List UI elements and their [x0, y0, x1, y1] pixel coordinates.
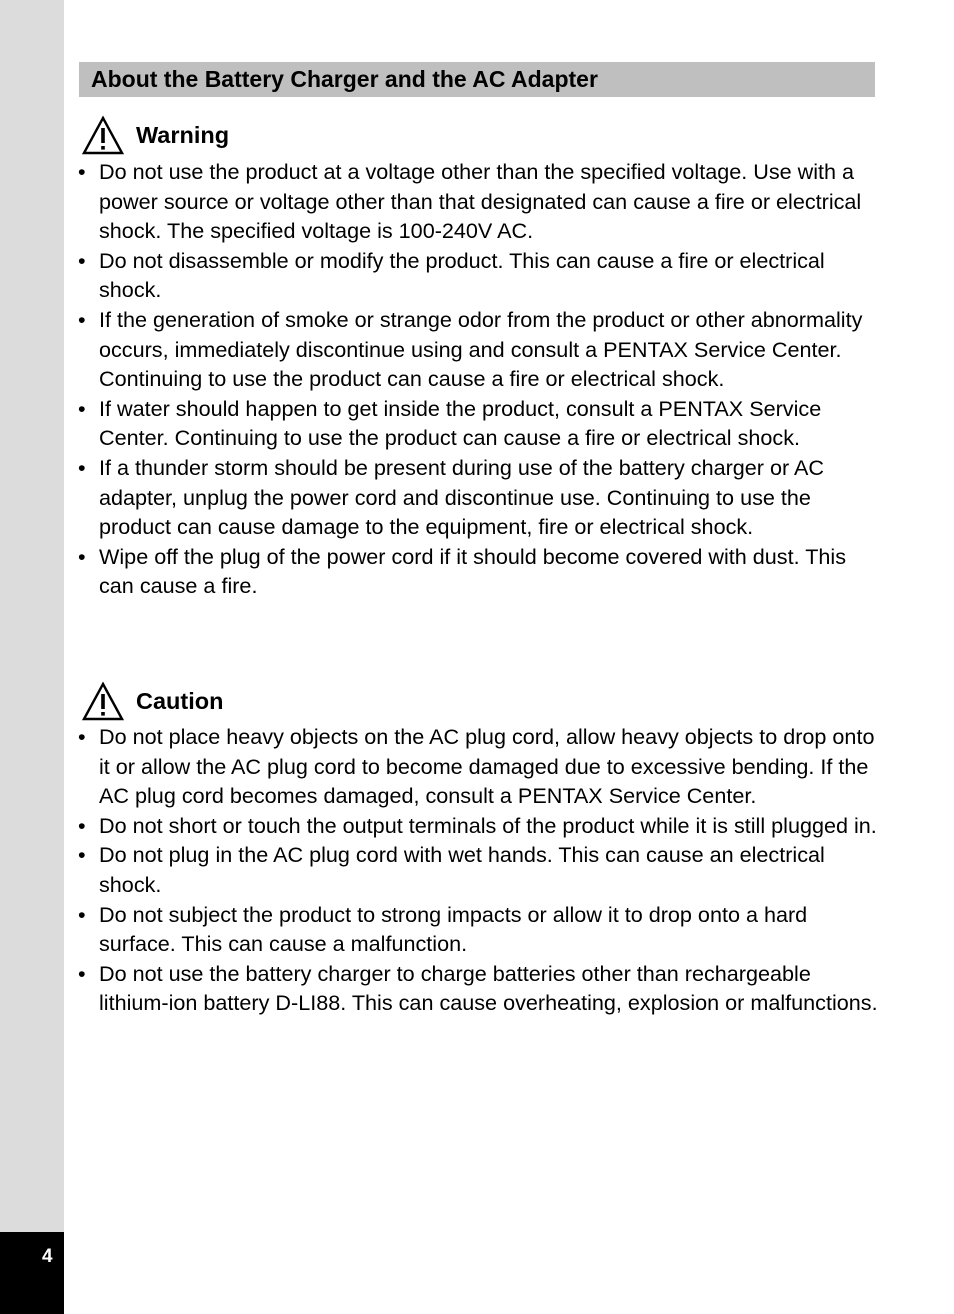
list-item: • If water should happen to get inside the product, consult a PENTAX Service Center. Continuing to use the product can cause a fire or electrical shock. [78, 395, 822, 451]
list-item: • Do not disassemble or modify the product. This can cause a fire or electrical shock. [78, 247, 825, 303]
list-item: • Wipe off the plug of the power cord if it should become covered with dust. This can cause a fire. [78, 543, 846, 599]
page-number-tab [0, 1232, 64, 1314]
caution-list [78, 722, 878, 1018]
caution-heading [82, 680, 223, 722]
side-margin-strip [0, 0, 64, 1232]
list-item: • Do not subject the product to strong impacts or allow it to drop onto a hard surface. This can cause a malfunction. [78, 901, 808, 957]
list-item: • Do not use the battery charger to charge batteries other than rechargeable lithium-ion battery D-LI88. This can cause overheating, explosion or malfunctions. [78, 960, 878, 1016]
page-number: 4 [42, 1246, 53, 1267]
section-title: About the Battery Charger and the AC Adapter [91, 66, 598, 92]
list-item: • Do not place heavy objects on the AC plug cord, allow heavy objects to drop onto it or allow the AC plug cord to become damaged due to excessive bending. If the AC plug cord becomes damaged, consult a PENTAX Service Center. [78, 724, 875, 809]
warning-triangle-icon [82, 115, 124, 155]
list-item: • Do not use the product at a voltage other than the specified voltage. Use with a power source or voltage other than that designated can cause a fire or electrical shock. The specified voltage is 100-240V AC. [78, 159, 862, 244]
list-item: • Do not short or touch the output terminals of the product while it is still plugged in. [78, 812, 877, 838]
caution-triangle-icon [82, 681, 124, 721]
list-item: • If the generation of smoke or strange odor from the product or other abnormality occurs, immediately discontinue using and consult a PENTAX Service Center. Continuing to use the product can cause a fire or electrical shock. [78, 306, 863, 392]
warning-heading-text: Warning [136, 121, 230, 148]
section-title-bar [79, 62, 875, 97]
list-item: • If a thunder storm should be present during use of the battery charger or AC adapter, unplug the power cord and discontinue use. Continuing to use the product can cause damage to the equipment, fire or electrical shock. [78, 454, 825, 540]
caution-heading-text: Caution [136, 687, 224, 714]
warning-heading [82, 114, 229, 156]
list-item: • Do not plug in the AC plug cord with wet hands. This can cause an electrical shock. [78, 842, 825, 897]
warning-list [78, 157, 878, 601]
